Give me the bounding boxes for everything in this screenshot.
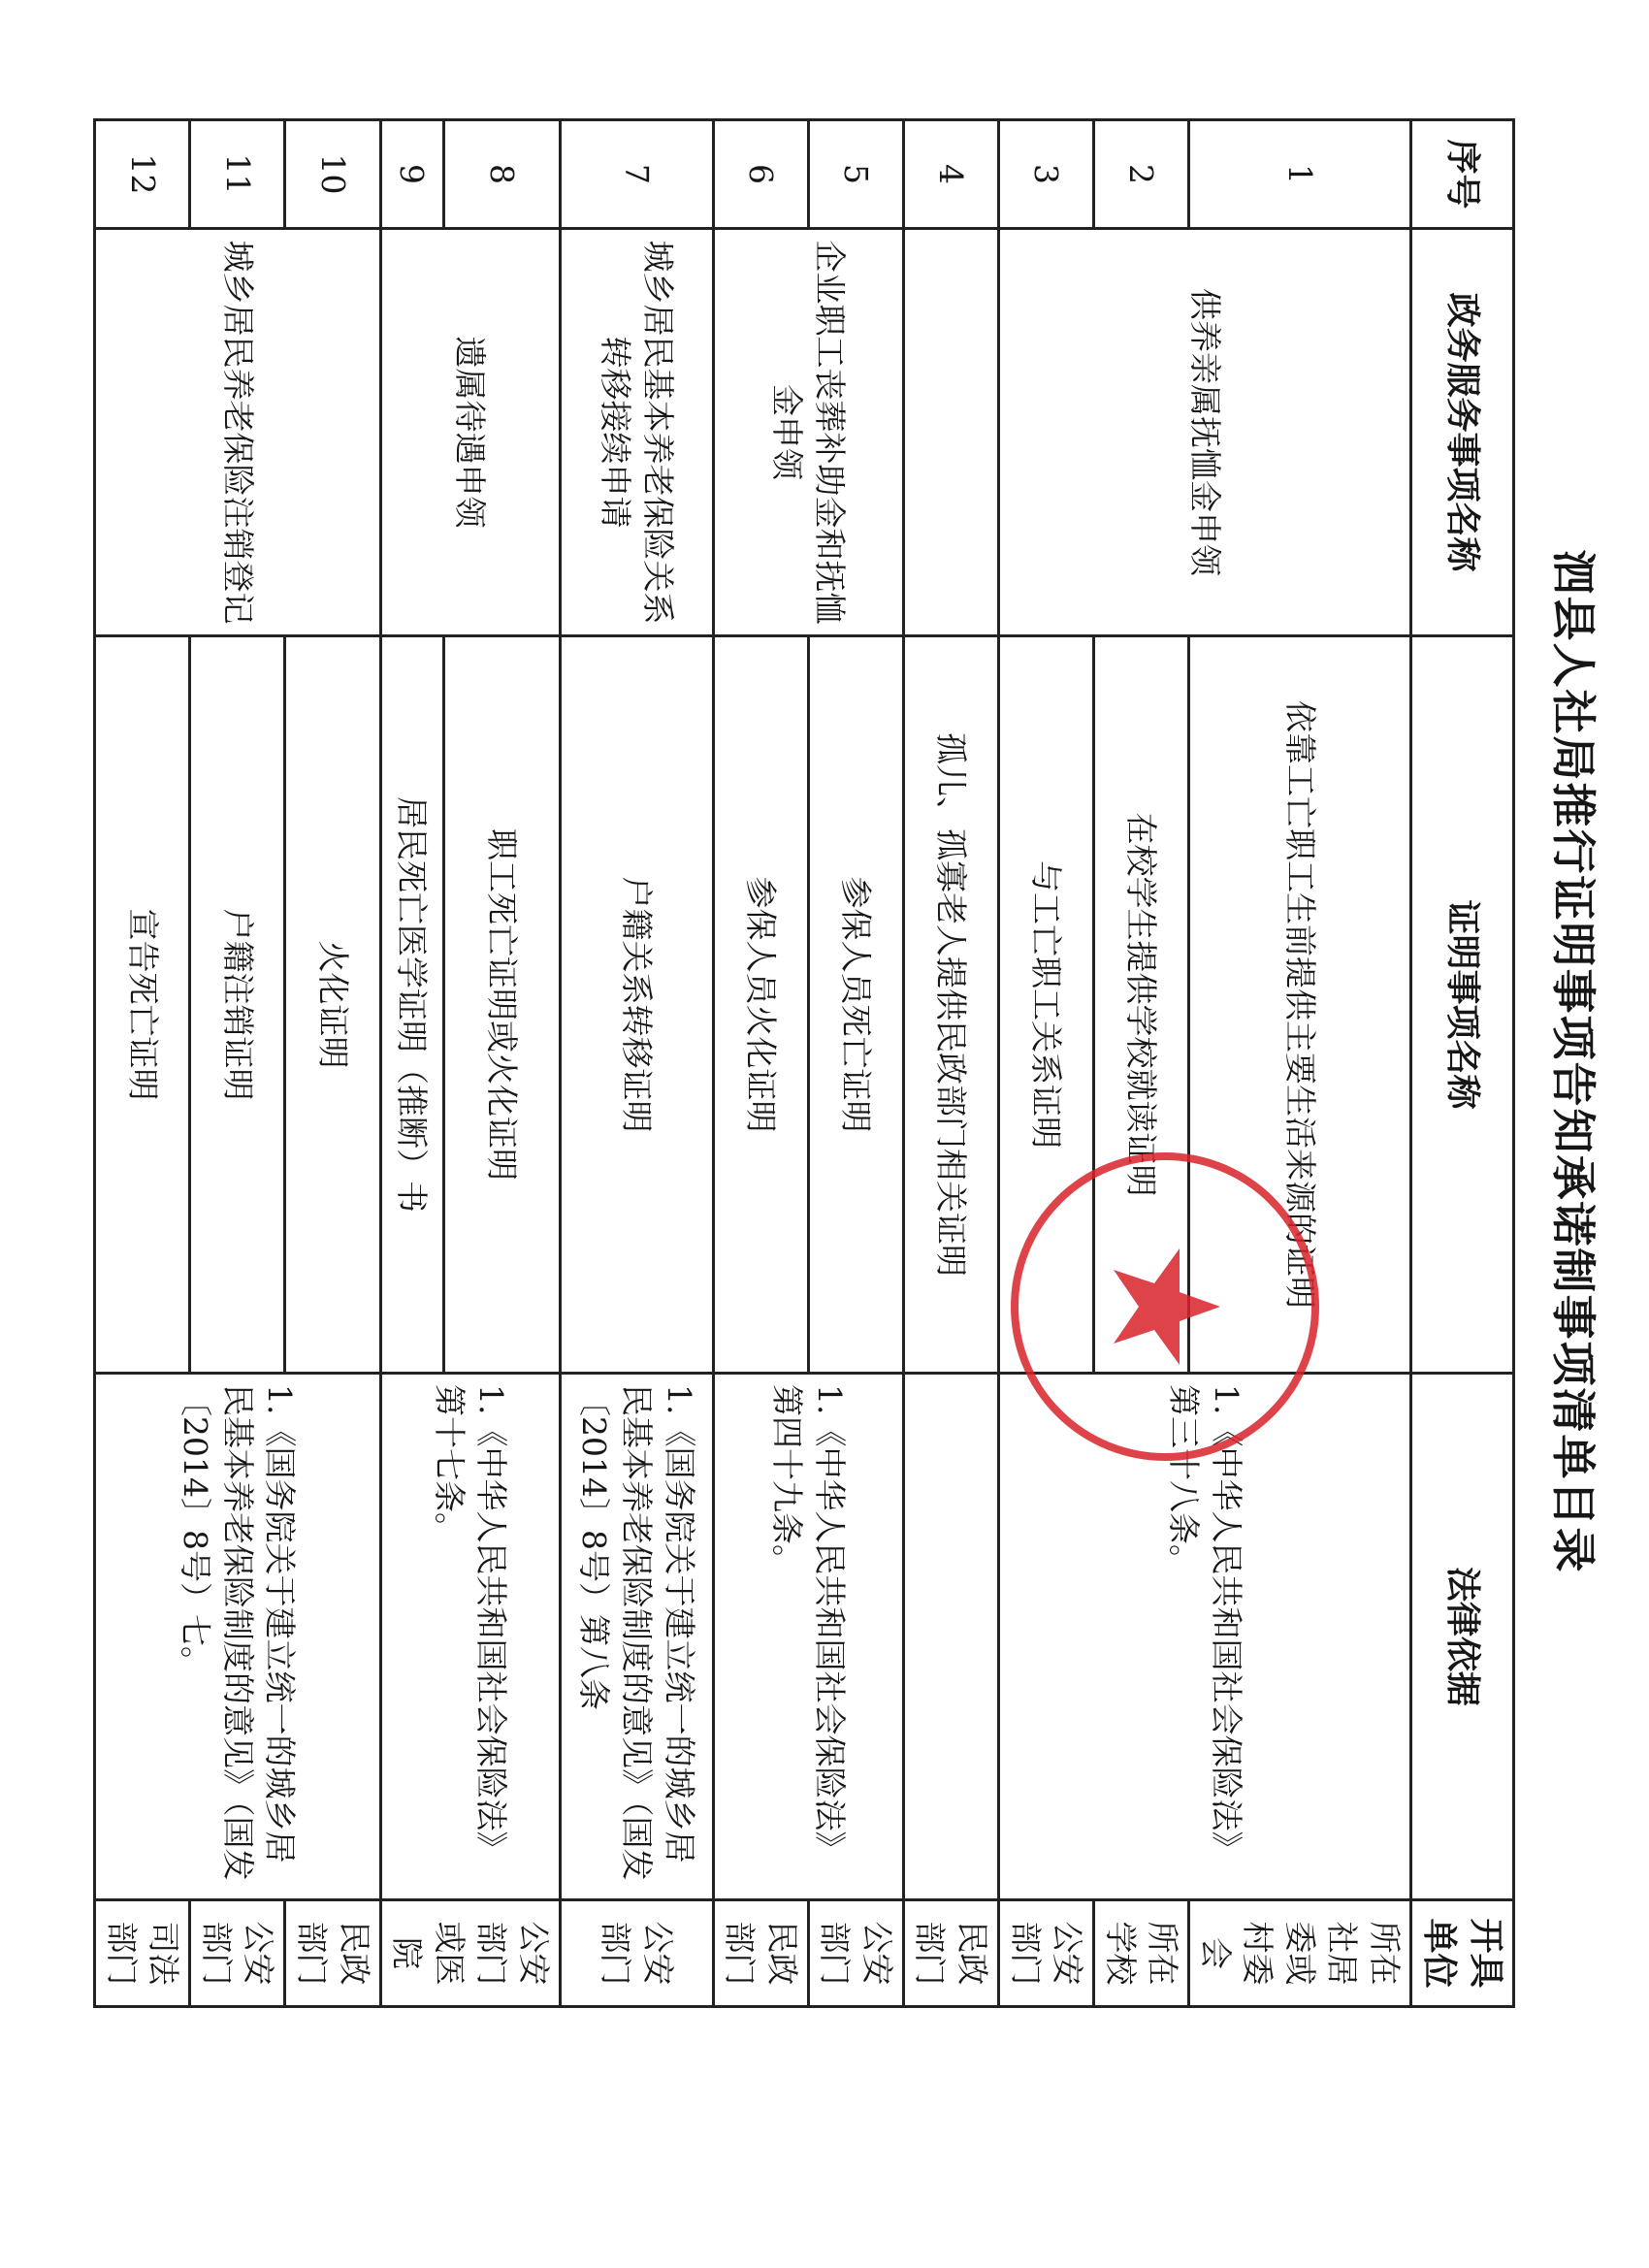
- row-no: 9: [380, 120, 443, 229]
- row-no: 7: [560, 120, 713, 229]
- service-name: 供养亲属抚恤金申领: [999, 229, 1411, 636]
- official-seal-icon: [1005, 1147, 1325, 1467]
- certificate-name: 与工亡职工关系证明: [999, 636, 1094, 1374]
- row-no: 5: [808, 120, 903, 229]
- row-no: 12: [95, 120, 190, 229]
- service-name: 遗属待遇申领: [380, 229, 560, 636]
- table-row: [903, 120, 998, 2007]
- service-name: 企业职工丧葬补助金和抚恤金申领: [713, 229, 903, 636]
- legal-basis: 1.《中华人民共和国社会保险法》第三十八条。: [999, 1374, 1411, 1900]
- certificate-name: 孤儿、孤寡老人提供民政部门相关证明: [903, 636, 998, 1374]
- issuer: 所在学校: [1094, 1900, 1189, 2007]
- row-no: 8: [443, 120, 560, 229]
- issuer: 民政部门: [713, 1900, 808, 2007]
- legal-basis: 1.《中华人民共和国社会保险法》第十七条。: [380, 1374, 560, 1900]
- certificate-name: 在校学生提供学校就读证明: [1094, 636, 1189, 1374]
- row-no: 4: [903, 120, 998, 229]
- row-no: 2: [1094, 120, 1189, 229]
- issuer: 公安部门或医院: [380, 1900, 560, 2007]
- issuer: 所在社居委或村委会: [1189, 1900, 1411, 2007]
- legal-basis-empty: [903, 1374, 998, 1900]
- header-legal-basis: 法律依据: [1410, 1374, 1513, 1900]
- table-row: [560, 120, 713, 2007]
- certificate-name: 户籍注销证明: [190, 636, 285, 1374]
- header-issuer: 开具单位: [1410, 1900, 1513, 2007]
- issuer: 公安部门: [808, 1900, 903, 2007]
- row-no: 11: [190, 120, 285, 229]
- row-no: 6: [713, 120, 808, 229]
- certificate-name: 宣告死亡证明: [95, 636, 190, 1374]
- service-name-empty: [903, 229, 998, 636]
- row-no: 10: [285, 120, 380, 229]
- document-title: 泗县人社局推行证明事项告知承诺制事项清单目录: [1547, 549, 1600, 1574]
- legal-basis: 1.《国务院关于建立统一的城乡居民基本养老保险制度的意见》（国发〔2014〕8号）第八条: [560, 1374, 713, 1900]
- header-no: 序号: [1410, 120, 1513, 229]
- service-name: 城乡居民基本养老保险关系转移接续申请: [560, 229, 713, 636]
- header-service: 政务服务事项名称: [1410, 229, 1513, 636]
- certificate-name: 火化证明: [285, 636, 380, 1374]
- issuer: 民政部门: [903, 1900, 998, 2007]
- certificate-name: 参保人员火化证明: [713, 636, 808, 1374]
- table-row: [443, 120, 560, 2007]
- row-no: 3: [999, 120, 1094, 229]
- header-certificate: 证明事项名称: [1410, 636, 1513, 1374]
- issuer: 民政部门: [285, 1900, 380, 2007]
- row-no: 1: [1189, 120, 1411, 229]
- issuer: 司法部门: [95, 1900, 190, 2007]
- document: [102, 118, 1600, 2005]
- table-row: [285, 120, 380, 2007]
- certificate-name: 依靠工亡职工生前提供主要生活来源的证明: [1189, 636, 1411, 1374]
- certificate-name: 户籍关系转移证明: [560, 636, 713, 1374]
- table-row: [808, 120, 903, 2007]
- issuer: 公安部门: [999, 1900, 1094, 2007]
- issuer: 公安部门: [190, 1900, 285, 2007]
- legal-basis: 1.《中华人民共和国社会保险法》第四十九条。: [713, 1374, 903, 1900]
- table-row: [1189, 120, 1411, 2007]
- service-name: 城乡居民养老保险注销登记: [95, 229, 380, 636]
- issuer: 公安部门: [560, 1900, 713, 2007]
- legal-basis: 1.《国务院关于建立统一的城乡居民基本养老保险制度的意见》（国发〔2014〕8号）七。: [95, 1374, 380, 1900]
- certificate-name: 职工死亡证明或火化证明: [443, 636, 560, 1374]
- certificate-name: 参保人员死亡证明: [808, 636, 903, 1374]
- certificate-name: 居民死亡医学证明（推断）书: [380, 636, 443, 1374]
- header-row: [1410, 120, 1513, 2007]
- items-table: [93, 118, 1515, 2008]
